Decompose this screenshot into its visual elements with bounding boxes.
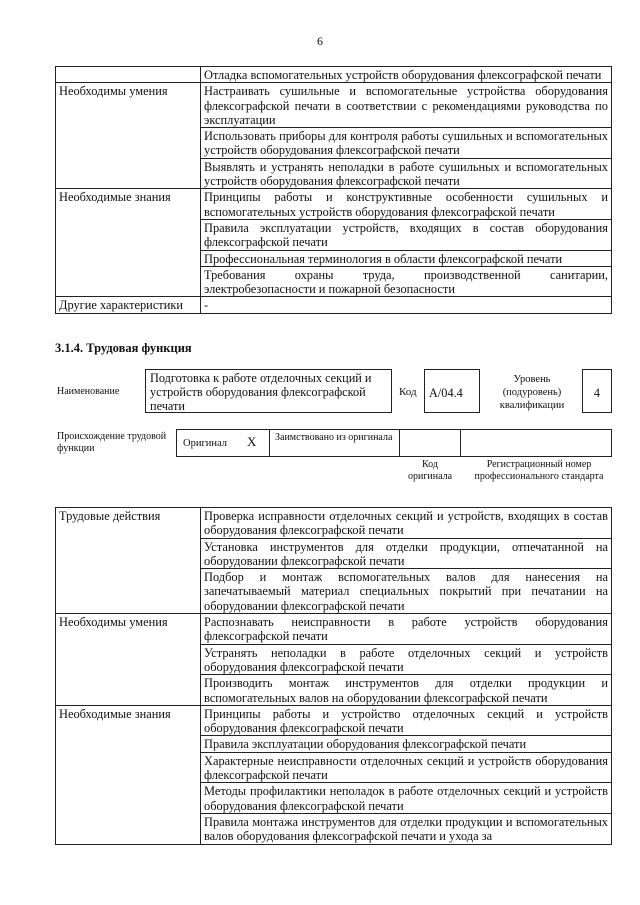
table-row	[56, 614, 612, 645]
row-item: Производить монтаж инструментов для отделки продукции и вспомогательных валов на оборудовании флексографской печати	[201, 675, 612, 706]
row-item: Методы профилактики неполадок в работе отделочных секций и устройств оборудования флексографской печати	[201, 783, 612, 814]
row-label: Необходимы умения	[56, 83, 201, 189]
row-item: Выявлять и устранять неполадки в работе сушильных и вспомогательных устройств оборудования флексографской печати	[201, 158, 612, 189]
row-item: Устранять неполадки в работе отделочных секций и устройств оборудования флексографской печати	[201, 644, 612, 675]
registration-number-caption: Регистрационный номер профессионального стандарта	[474, 459, 604, 482]
origin-divider-1	[269, 430, 270, 456]
row-label: Трудовые действия	[56, 508, 201, 614]
section-heading: 3.1.4. Трудовая функция	[55, 341, 192, 355]
borrowed-label: Заимствовано из оригинала	[275, 432, 393, 443]
row-label	[56, 67, 201, 83]
row-item: Проверка исправности отделочных секций и устройств, входящих в состав оборудования флексографской печати	[201, 508, 612, 539]
row-item: Отладка вспомогательных устройств оборудования флексографской печати	[201, 67, 612, 83]
code-original-caption: Код оригинала	[407, 459, 453, 482]
row-item: Принципы работы и устройство отделочных секций и устройств оборудования флексографской печати	[201, 705, 612, 736]
row-item: Правила эксплуатации устройств, входящих в состав оборудования флексографской печати	[201, 219, 612, 250]
table-row	[56, 67, 612, 83]
table-row	[56, 705, 612, 736]
origin-box	[176, 429, 612, 457]
code-label: Код	[399, 386, 417, 398]
function-name-box: Подготовка к работе отделочных секций и устройств оборудования флексографской печати	[145, 369, 392, 413]
name-label: Наименование	[57, 386, 120, 397]
row-item: Профессиональная терминология в области флексографской печати	[201, 250, 612, 266]
table-row	[56, 297, 612, 313]
origin-divider-2	[399, 430, 400, 456]
row-item: Установка инструментов для отделки продукции, отпечатанной на оборудовании флексографской печати	[201, 538, 612, 569]
table-row	[56, 508, 612, 539]
origin-divider-3	[460, 430, 461, 456]
row-label: Другие характеристики	[56, 297, 201, 313]
origin-label: Происхождение трудовой функции	[57, 431, 167, 454]
row-label: Необходимые знания	[56, 189, 201, 297]
level-label: Уровень (подуровень) квалификации	[499, 374, 565, 411]
row-item: Настраивать сушильные и вспомогательные устройства оборудования флексографской печати в соответствии с рекомендациями руководства по эксплуатации	[201, 83, 612, 128]
code-value-box: A/04.4	[424, 369, 480, 413]
page-number: 6	[317, 34, 323, 48]
skills-knowledge-table-top	[55, 66, 612, 314]
row-item: Использовать приборы для контроля работы сушильных и вспомогательных устройств оборудования флексографской печати	[201, 128, 612, 159]
row-item: Подбор и монтаж вспомогательных валов для нанесения на запечатываемый материал специальных покрытий при печатании на оборудовании флексографской печати	[201, 569, 612, 614]
row-item: -	[201, 297, 612, 313]
original-label: Оригинал	[183, 438, 227, 449]
row-label: Необходимы умения	[56, 614, 201, 706]
actions-skills-knowledge-table	[55, 507, 612, 845]
row-item: Распознавать неисправности в работе устройств оборудования флексографской печати	[201, 614, 612, 645]
table-row	[56, 189, 612, 220]
row-item: Принципы работы и конструктивные особенности сушильных и вспомогательных устройств оборудования флексографской печати	[201, 189, 612, 220]
row-item: Требования охраны труда, производственной санитарии, электробезопасности и пожарной безопасности	[201, 266, 612, 297]
row-item: Характерные неисправности отделочных секций и устройств оборудования флексографской печати	[201, 752, 612, 783]
row-item: Правила монтажа инструментов для отделки продукции и вспомогательных валов оборудования флексографской печати и ухода за	[201, 813, 612, 844]
row-item: Правила эксплуатации оборудования флексографской печати	[201, 736, 612, 752]
level-value-box: 4	[582, 369, 612, 413]
table-row	[56, 83, 612, 128]
row-label: Необходимые знания	[56, 705, 201, 844]
original-mark: X	[247, 434, 257, 449]
